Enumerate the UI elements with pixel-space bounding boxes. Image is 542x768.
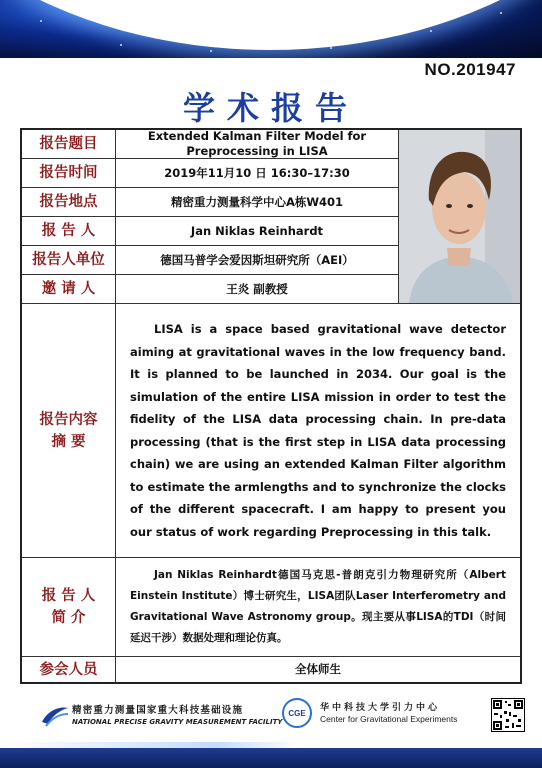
affiliation-label: 报告人单位	[22, 246, 116, 274]
qr-code-icon	[491, 698, 525, 732]
abstract-text: LISA is a space based gravitational wave detector aiming at gravitational waves in the low frequency band. It is planned to be launched in 2034. Our goal is the simulation of the entire LISA mission in order to test the fidelity of the LISA data processing chain. In pre-data processing (that is the first step in LISA data processing chain) we are using an extended Kalman Filter algorithm to estimate the armlengths and to synchronize the clocks of the different spacecraft. I am happy to present you our status of work regarding Preprocessing in this talk.	[130, 322, 506, 539]
footer	[0, 690, 542, 768]
center-name-cn: 华中科技大学引力中心	[320, 703, 441, 713]
audience-label: 参会人员	[22, 657, 116, 682]
place-value: 精密重力测量科学中心A栋W401	[170, 194, 344, 209]
row-topic	[22, 130, 398, 159]
report-table	[20, 128, 522, 684]
host-value: 王炎 副教授	[226, 281, 288, 296]
speaker-photo	[398, 130, 520, 304]
facility-name-en: NATIONAL PRECISE GRAVITY MEASUREMENT FACILITY	[72, 718, 283, 726]
row-host	[22, 275, 398, 304]
abstract-label-line2: 摘 要	[51, 433, 86, 450]
cge-logo-icon: CGE	[282, 698, 312, 728]
topic-label: 报告题目	[22, 130, 116, 158]
facility-name-cn: 精密重力测量国家重大科技基础设施	[72, 705, 244, 716]
row-affiliation	[22, 246, 398, 275]
host-label: 邀 请 人	[22, 275, 116, 303]
top-banner	[0, 0, 542, 58]
row-place	[22, 188, 398, 217]
time-value: 2019年11月10 日 16:30–17:30	[164, 165, 350, 180]
audience-value: 全体师生	[295, 662, 341, 676]
bio-label-line2: 简 介	[51, 610, 86, 626]
row-bio	[22, 558, 520, 657]
banner-earth-arc	[0, 0, 542, 50]
npgmf-logo-icon	[40, 702, 70, 728]
bio-value	[116, 558, 520, 656]
speaker-value: Jan Niklas Reinhardt	[190, 223, 324, 238]
abstract-label	[22, 304, 116, 557]
document-number: NO.201947	[424, 60, 516, 79]
time-label: 报告时间	[22, 159, 116, 187]
row-audience	[22, 657, 520, 682]
center-name-en: Center for Gravitational Experiments	[320, 714, 458, 724]
abstract-label-line1: 报告内容	[39, 411, 98, 428]
footer-stripe	[0, 748, 542, 768]
row-abstract	[22, 304, 520, 558]
row-speaker	[22, 217, 398, 246]
topic-value: Extended Kalman Filter Model for Preprocessing in LISA	[147, 129, 367, 158]
abstract-value	[116, 304, 520, 557]
affiliation-value: 德国马普学会爱因斯坦研究所（AEI）	[160, 252, 354, 267]
row-time	[22, 159, 398, 188]
bio-text: Jan Niklas Reinhardt德国马克思-普朗克引力物理研究所（Albert Einstein Institute）博士研究生，LISA团队Laser Interferometry and Gravitational Wave Astronomy group。现主要从事LISA的TDI（时间延迟干涉）数据处理和理论仿真。	[130, 569, 506, 644]
speaker-label: 报 告 人	[22, 217, 116, 245]
page-title: 学术报告	[182, 89, 359, 127]
place-label: 报告地点	[22, 188, 116, 216]
bio-label	[22, 558, 116, 656]
bio-label-line1: 报 告 人	[41, 588, 96, 604]
